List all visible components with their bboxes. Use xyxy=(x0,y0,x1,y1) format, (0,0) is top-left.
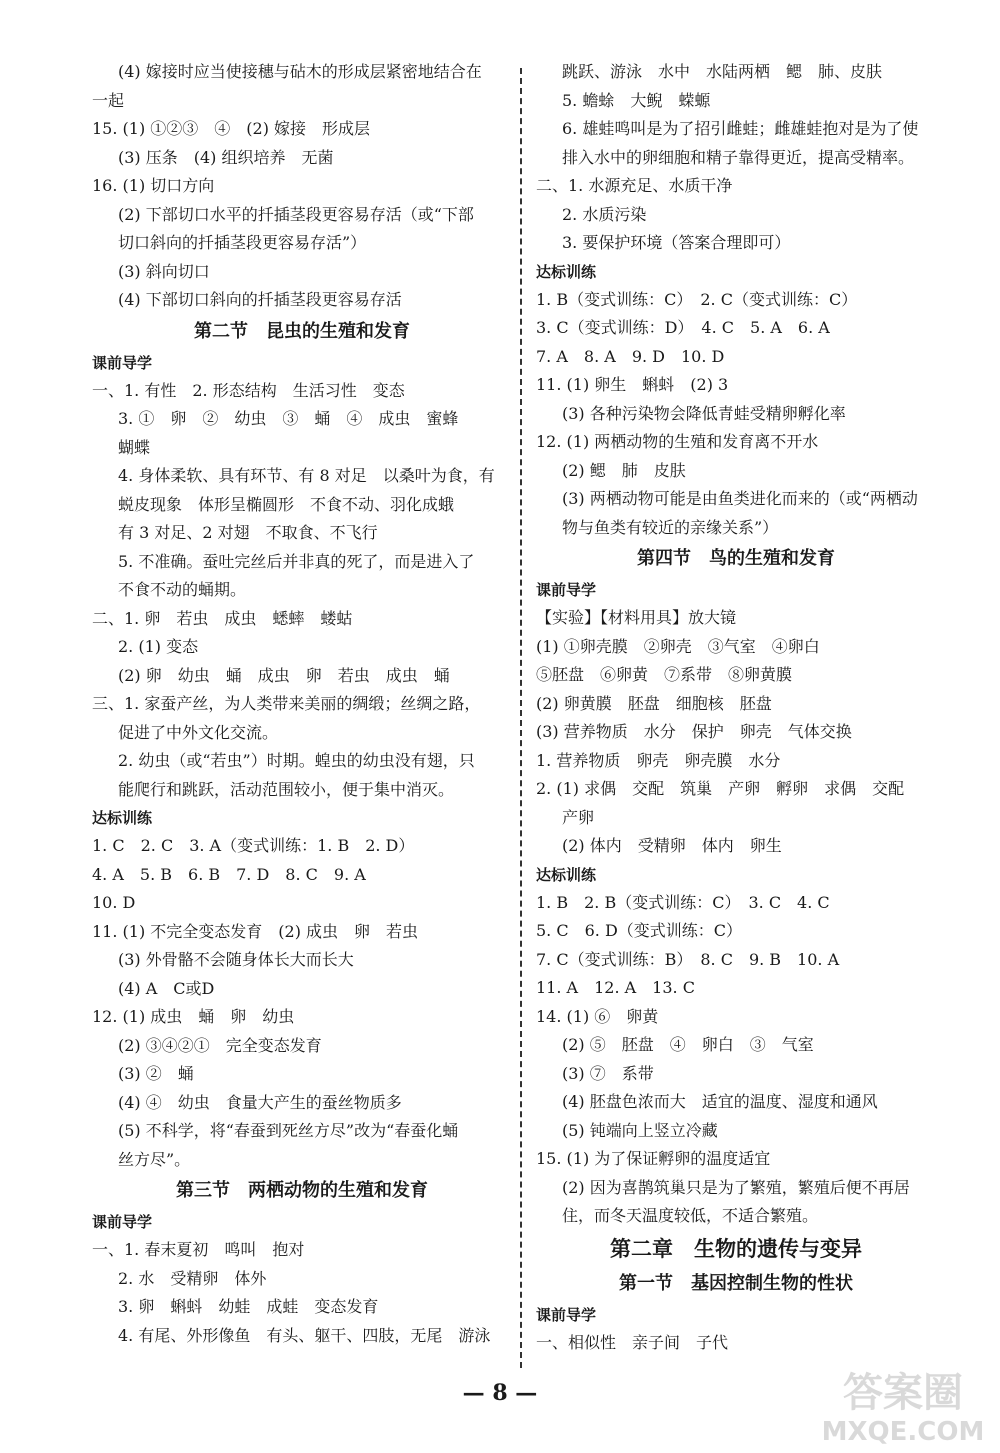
answer-line: 3. C（变式训练：D） 4. C 5. A 6. A xyxy=(536,318,830,337)
chapter-heading: 第二章 生物的遗传与变异 xyxy=(610,1235,862,1261)
answer-line: 促进了中外文化交流。 xyxy=(118,722,279,742)
answer-line: 11. (1) 卵生 蝌蚪 (2) 3 xyxy=(536,375,729,394)
answer-line: 一起 xyxy=(92,90,125,110)
answer-line: 一、1. 春末夏初 鸣叫 抱对 xyxy=(92,1240,305,1259)
answer-line: 6. 雄蛙鸣叫是为了招引雌蛙；雌雄蛙抱对是为了使 xyxy=(562,119,919,138)
page-number: — 8 — xyxy=(462,1380,538,1406)
answer-line: 丝方尽”。 xyxy=(118,1149,191,1169)
answer-line: (3) 各种污染物会降低青蛙受精卵孵化率 xyxy=(562,403,846,423)
section-heading: 第三节 两栖动物的生殖和发育 xyxy=(176,1180,428,1201)
section-heading: 第二节 昆虫的生殖和发育 xyxy=(194,320,410,342)
answer-line: (3) 压条 (4) 组织培养 无菌 xyxy=(118,147,334,167)
subsection-label: 课前导学 xyxy=(92,353,153,372)
answer-line: 5. 蟾蜍 大鲵 蝾螈 xyxy=(562,90,711,110)
answer-line: 住，而冬天温度较低，不适合繁殖。 xyxy=(562,1206,819,1225)
answer-line: 3. 卵 蝌蚪 幼蛙 成蛙 变态发育 xyxy=(118,1297,379,1316)
answer-line: 15. (1) 为了保证孵卵的温度适宜 xyxy=(536,1149,771,1168)
answer-line: 2. 水 受精卵 体外 xyxy=(118,1268,267,1288)
subsection-label: 达标训练 xyxy=(536,865,597,884)
answer-line: 跳跃、游泳 水中 水陆两栖 鳃 肺、皮肤 xyxy=(562,62,883,81)
section-heading: 第一节 基因控制生物的性状 xyxy=(619,1272,853,1294)
answer-line: 一、相似性 亲子间 子代 xyxy=(536,1332,729,1352)
answer-line: (3) ② 蛹 xyxy=(118,1064,194,1083)
answer-line: (2) 体内 受精卵 体内 卵生 xyxy=(562,836,782,855)
answer-line: (4) 胚盘色浓而大 适宜的温度、湿度和通风 xyxy=(562,1092,878,1111)
answer-line: (5) 钝端向上竖立冷藏 xyxy=(562,1120,718,1140)
answer-line: (3) 营养物质 水分 保护 卵壳 气体交换 xyxy=(536,722,852,741)
answer-line: (3) 外骨骼不会随身体长大而长大 xyxy=(118,950,354,969)
answer-line: 12. (1) 成虫 蛹 卵 幼虫 xyxy=(92,1007,295,1026)
answer-line: (4) ④ 幼虫 食量大产生的蚕丝物质多 xyxy=(118,1092,402,1112)
answer-line: 产卵 xyxy=(562,807,595,827)
answer-line: 1. 营养物质 卵壳 卵壳膜 水分 xyxy=(536,750,781,770)
answer-line: (1) ①卵壳膜 ②卵壳 ③气室 ④卵白 xyxy=(536,636,820,656)
answer-line: (4) A C或D xyxy=(118,978,215,998)
answer-line: 3. ① 卵 ② 幼虫 ③ 蛹 ④ 成虫 蜜蜂 xyxy=(118,409,459,428)
answer-line: 2. (1) 求偶 交配 筑巢 产卵 孵卵 求偶 交配 xyxy=(536,779,905,798)
answer-line: 5. 不准确。蚕吐完丝后并非真的死了，而是进入了 xyxy=(118,551,475,571)
answer-line: 15. (1) ①②③ ④ (2) 嫁接 形成层 xyxy=(92,119,371,138)
answer-line: 16. (1) 切口方向 xyxy=(92,176,215,195)
answer-line: 4. 身体柔软、具有环节、有 8 对足 以桑叶为食，有 xyxy=(118,466,495,485)
answer-line: 14. (1) ⑥ 卵黄 xyxy=(536,1006,659,1026)
answer-line: (3) ⑦ 系带 xyxy=(562,1063,654,1083)
column-divider xyxy=(520,68,522,1368)
answer-line: 一、1. 有性 2. 形态结构 生活习性 变态 xyxy=(92,380,405,400)
answer-line: 蜕皮现象 体形呈椭圆形 不食不动、羽化成蛾 xyxy=(118,494,455,514)
answer-line: 三、1. 家蚕产丝，为人类带来美丽的绸缎；丝绸之路， xyxy=(92,694,481,713)
section-heading: 第四节 鸟的生殖和发育 xyxy=(637,548,835,569)
answer-line: (2) 因为喜鹊筑巢只是为了繁殖，繁殖后便不再居 xyxy=(562,1177,910,1197)
answer-line: 物与鱼类有较近的亲缘关系”） xyxy=(562,517,779,537)
left-column xyxy=(92,58,512,1350)
answer-line: 2. (1) 变态 xyxy=(118,637,199,656)
answer-line: 1. C 2. C 3. A（变式训练：1. B 2. D） xyxy=(92,836,415,855)
answer-line: 11. (1) 不完全变态发育 (2) 成虫 卵 若虫 xyxy=(92,921,419,941)
answer-line: ⑤胚盘 ⑥卵黄 ⑦系带 ⑧卵黄膜 xyxy=(536,665,793,684)
answer-line: 12. (1) 两栖动物的生殖和发育离不开水 xyxy=(536,432,819,451)
answer-line: (5) 不科学，将“春蚕到死丝方尽”改为“春蚕化蛹 xyxy=(118,1121,459,1140)
answer-line: (2) 下部切口水平的扦插茎段更容易存活（或“下部 xyxy=(118,204,474,224)
answer-line: 不食不动的蛹期。 xyxy=(118,580,247,599)
answer-line: 1. B 2. B（变式训练：C） 3. C 4. C xyxy=(536,892,830,912)
subsection-label: 课前导学 xyxy=(536,1305,597,1324)
answer-line: 能爬行和跳跃，活动范围较小，便于集中消灭。 xyxy=(118,779,455,799)
watermark-logo xyxy=(818,1362,988,1446)
answer-line: 4. A 5. B 6. B 7. D 8. C 9. A xyxy=(92,864,366,884)
answer-line: 排入水中的卵细胞和精子靠得更近，提高受精率。 xyxy=(562,147,915,167)
answer-line: (2) ⑤ 胚盘 ④ 卵白 ③ 气室 xyxy=(562,1035,814,1054)
answer-line: (2) 鳃 肺 皮肤 xyxy=(562,460,686,480)
watermark-top-text: 答案圈 xyxy=(843,1370,963,1416)
answer-line: (2) 卵黄膜 胚盘 细胞核 胚盘 xyxy=(536,693,772,713)
answer-line: (3) 斜向切口 xyxy=(118,261,210,281)
answer-line: 切口斜向的扦插茎段更容易存活”） xyxy=(118,233,367,252)
answer-line: 3. 要保护环境（答案合理即可） xyxy=(562,233,791,252)
answer-line: (4) 嫁接时应当使接穗与砧木的形成层紧密地结合在 xyxy=(118,62,482,81)
answer-line: (3) 两栖动物可能是由鱼类进化而来的（或“两栖动 xyxy=(562,489,918,508)
answer-line: 【实验】【材料用具】放大镜 xyxy=(536,608,737,627)
answer-line: (2) 卵 幼虫 蛹 成虫 卵 若虫 成虫 蛹 xyxy=(118,665,450,685)
subsection-label: 课前导学 xyxy=(92,1213,153,1231)
answer-line: (4) 下部切口斜向的扦插茎段更容易存活 xyxy=(118,290,402,309)
answer-line: 4. 有尾、外形像鱼 有头、躯干、四肢，无尾 游泳 xyxy=(118,1325,491,1345)
subsection-label: 达标训练 xyxy=(536,262,597,281)
subsection-label: 达标训练 xyxy=(92,809,153,827)
answer-line: 10. D xyxy=(92,893,136,912)
watermark-bottom-text: MXQE.COM xyxy=(821,1417,985,1446)
answer-line: 5. C 6. D（变式训练：C） xyxy=(536,921,743,940)
answer-line: 7. C（变式训练：B） 8. C 9. B 10. A xyxy=(536,949,840,969)
answer-line: 有 3 对足、2 对翅 不取食、不飞行 xyxy=(118,523,378,542)
answer-line: 二、1. 水源充足、水质干净 xyxy=(536,176,733,195)
answer-line: 1. B（变式训练：C） 2. C（变式训练：C） xyxy=(536,289,858,309)
subsection-label: 课前导学 xyxy=(536,581,597,599)
right-column xyxy=(536,58,936,1357)
answer-line: 二、1. 卵 若虫 成虫 蟋蟀 蝼蛄 xyxy=(92,608,353,628)
answer-line: 2. 水质污染 xyxy=(562,204,647,224)
answer-line: (2) ③④②① 完全变态发育 xyxy=(118,1035,322,1055)
answer-line: 2. 幼虫（或“若虫”）时期。蝗虫的幼虫没有翅，只 xyxy=(118,751,475,770)
answer-line: 蝴蝶 xyxy=(118,437,151,457)
answer-line: 7. A 8. A 9. D 10. D xyxy=(536,346,725,366)
answer-line: 11. A 12. A 13. C xyxy=(536,978,695,997)
